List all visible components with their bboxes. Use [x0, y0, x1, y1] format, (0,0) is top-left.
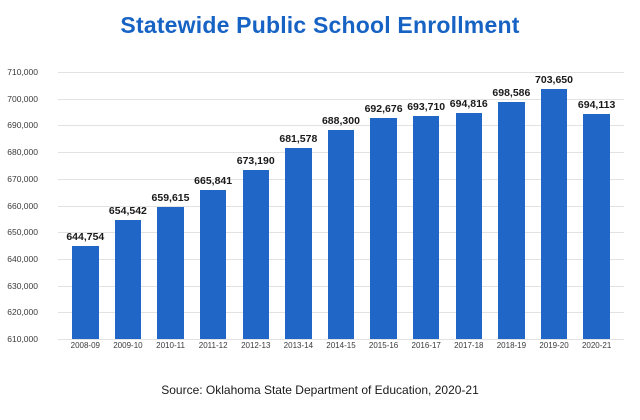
bar-slot [64, 72, 107, 339]
bar-slot [320, 72, 363, 339]
bar-value-label: 681,578 [279, 132, 318, 145]
chart-title: Statewide Public School Enrollment [120, 12, 520, 38]
bar-value-label: 665,841 [194, 174, 233, 187]
y-axis-tick-label: 710,000 [7, 67, 38, 77]
bar-slot [277, 72, 320, 339]
x-axis-tick-labels [58, 341, 624, 350]
bar-value-label: 659,615 [151, 191, 190, 204]
bar-slot [107, 72, 150, 339]
bar-slot [149, 72, 192, 339]
bar[interactable] [456, 113, 482, 339]
bar[interactable] [583, 114, 609, 339]
x-axis-tick-label: 2012-13 [241, 341, 271, 350]
bar[interactable] [328, 130, 354, 339]
y-axis-tick-label: 680,000 [7, 147, 38, 158]
bar-value-label: 692,676 [364, 103, 403, 116]
bar[interactable] [498, 102, 524, 339]
x-axis-tick-label: 2018-19 [496, 341, 527, 350]
bar-slot [362, 72, 405, 339]
source-note: Source: Oklahoma State Department of Education, 2020-21 [161, 383, 479, 397]
bar-value-label: 654,542 [108, 205, 147, 218]
x-axis-tick-label: 2014-15 [326, 341, 356, 350]
x-axis-tick-label: 2008-09 [70, 341, 100, 350]
y-axis-tick-label: 700,000 [7, 93, 38, 104]
y-axis-tick-label: 690,000 [7, 120, 38, 131]
x-axis-tick-label: 2009-10 [113, 341, 143, 350]
bar-slot [405, 72, 448, 339]
y-axis-tick-label: 640,000 [7, 253, 38, 264]
bar-slot [490, 72, 533, 339]
bar[interactable] [115, 220, 141, 339]
bar[interactable] [370, 118, 396, 339]
bar-value-label: 694,113 [577, 99, 616, 112]
x-axis-tick-label: 2016-17 [411, 341, 441, 350]
x-axis-tick-label: 2020-21 [581, 341, 612, 350]
bar[interactable] [157, 207, 183, 339]
bar[interactable] [243, 170, 269, 339]
x-axis-tick-label: 2015-16 [368, 341, 399, 350]
x-axis-tick-label: 2019-20 [539, 341, 569, 350]
bar[interactable] [285, 148, 311, 339]
plot-area [7, 67, 624, 344]
bar-series [58, 72, 624, 339]
bar-value-label: 673,190 [236, 155, 275, 168]
gridline [58, 339, 624, 340]
bar-value-label: 703,650 [535, 73, 573, 86]
y-axis-tick-label: 610,000 [7, 334, 38, 344]
bar-slot [447, 72, 490, 339]
bar-slot [192, 72, 235, 339]
bar-value-label: 688,300 [321, 114, 360, 127]
y-axis-tick-label: 620,000 [7, 307, 38, 318]
bar-value-label: 698,586 [492, 87, 531, 100]
x-axis-tick-label: 2013-14 [283, 341, 314, 350]
bar[interactable] [541, 89, 567, 339]
x-axis-tick-label: 2011-12 [198, 341, 228, 350]
y-axis-tick-label: 660,000 [7, 200, 38, 211]
bar[interactable] [200, 190, 226, 339]
y-axis-tick-label: 630,000 [7, 280, 38, 291]
x-axis-tick-label: 2017-18 [454, 341, 484, 350]
bar-value-label: 693,710 [407, 100, 446, 113]
bar[interactable] [413, 116, 439, 340]
y-axis-tick-label: 650,000 [7, 227, 38, 238]
bar-slot [575, 72, 618, 339]
bar-slot [533, 72, 576, 339]
y-axis-tick-label: 670,000 [7, 173, 38, 184]
bar-slot [234, 72, 277, 339]
bar[interactable] [72, 246, 98, 339]
x-axis-tick-label: 2010-11 [156, 341, 185, 350]
bar-value-label: 694,816 [449, 97, 488, 110]
bar-value-label: 644,754 [66, 231, 105, 244]
